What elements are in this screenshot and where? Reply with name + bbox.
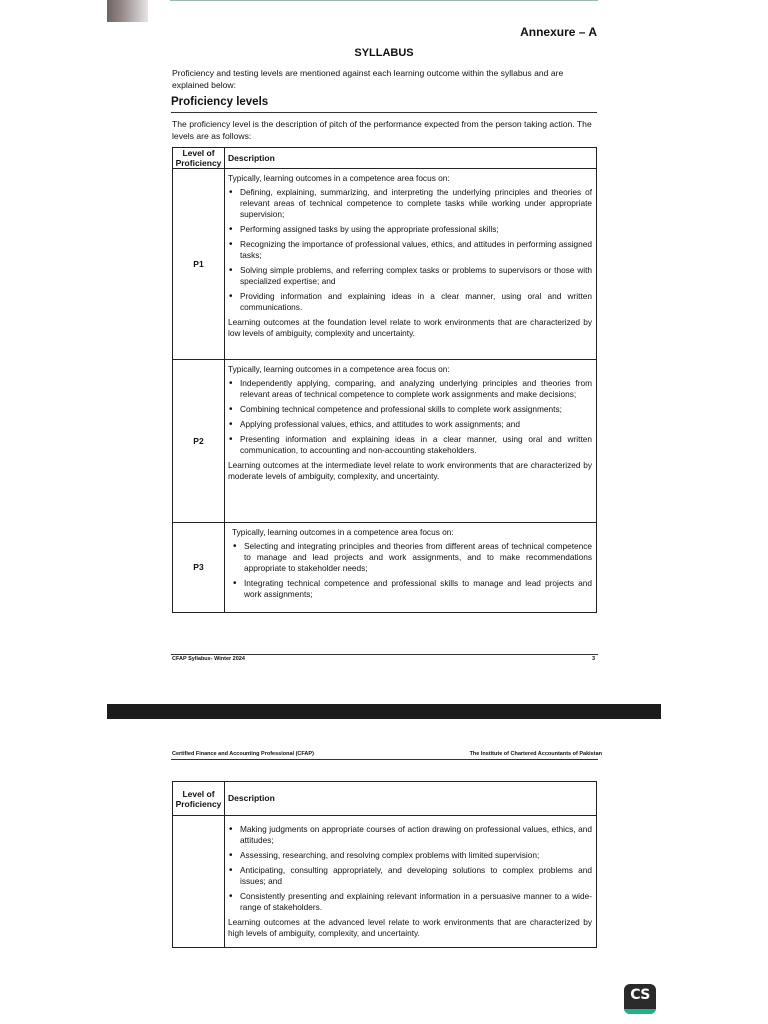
page-separator	[107, 704, 661, 719]
description-cell	[225, 169, 597, 360]
closing-text: Learning outcomes at the intermediate level relate to work environments that are characterized by moderate levels of ambiguity, complexity, and uncertainty.	[228, 460, 592, 481]
level-cell: P3	[173, 523, 225, 613]
header-level: Level of Proficiency	[173, 782, 225, 816]
page-number: 3	[592, 656, 596, 662]
list-item: • Applying professional values, ethics, and attitudes to work assignments; and	[228, 419, 592, 430]
running-header-left: Certified Finance and Accounting Professional (CFAP)	[172, 751, 314, 757]
bullet-list	[228, 378, 592, 456]
list-item: • Selecting and integrating principles and theories from different areas of technical competence to manage and lead projects and work assignments, and to make recommendations appropriate to stakeholder needs;	[232, 541, 592, 574]
list-item: • Defining, explaining, summarizing, and interpreting the underlying principles and theories of relevant areas of technical competence to complete tasks while working under appropriate supervision;	[228, 187, 592, 220]
proficiency-table	[172, 147, 597, 613]
list-item: • Recognizing the importance of professional values, ethics, and attitudes in performing assigned tasks;	[228, 239, 592, 261]
list-item: • Providing information and explaining ideas in a clear manner, using oral and written communications.	[228, 291, 592, 313]
list-item: • Performing assigned tasks by using the appropriate professional skills;	[228, 224, 592, 235]
table-header-row	[173, 148, 597, 169]
section-heading: Proficiency levels	[171, 96, 269, 108]
bullet-list	[228, 824, 592, 913]
closing-text: Learning outcomes at the foundation level relate to work environments that are characterized by low levels of ambiguity, complexity and uncertainty.	[228, 317, 592, 338]
description-cell	[225, 816, 597, 948]
intro-paragraph: Proficiency and testing levels are mentioned against each learning outcome within the syllabus and are explained below:	[172, 68, 564, 90]
level-cell: P1	[173, 169, 225, 360]
list-item: • Making judgments on appropriate courses of action drawing on professional values, ethics, and attitudes;	[228, 824, 592, 846]
running-header-right: The Institute of Chartered Accountants of Pakistan	[469, 751, 602, 757]
table-header-row	[173, 782, 597, 816]
list-item: • Combining technical competence and professional skills to complete work assignments;	[228, 404, 592, 415]
level-cell	[173, 816, 225, 948]
header-level: Level of Proficiency	[173, 148, 225, 169]
section-rule	[171, 112, 597, 113]
header-description: Description	[225, 148, 597, 169]
section-paragraph: The proficiency level is the description of pitch of the performance expected from the person taking action. The levels are as follows:	[172, 119, 592, 141]
lead-text: Typically, learning outcomes in a competence area focus on:	[232, 527, 454, 537]
description-cell	[225, 360, 597, 523]
header-description: Description	[225, 782, 597, 816]
page-title: SYLLABUS	[354, 47, 414, 59]
footer-label: CFAP Syllabus- Winter 2024	[172, 656, 245, 662]
list-item: • Integrating technical competence and professional skills to manage and lead projects and work assignments;	[232, 578, 592, 600]
list-item: • Independently applying, comparing, and analyzing underlying principles and theories from relevant areas of technical competence to complete work assignments and make decisions;	[228, 378, 592, 400]
description-cell	[225, 523, 597, 613]
camscanner-logo	[624, 984, 656, 1014]
lead-text: Typically, learning outcomes in a competence area focus on:	[228, 364, 450, 374]
logo-accent-bar	[624, 1009, 656, 1014]
scan-corner-artifact	[107, 0, 148, 22]
list-item: • Assessing, researching, and resolving complex problems with limited supervision;	[228, 850, 592, 861]
header-rule	[171, 759, 598, 760]
table-row	[173, 523, 597, 613]
closing-text: Learning outcomes at the advanced level relate to work environments that are characterized by high levels of ambiguity, complexity, and uncertainty.	[228, 917, 592, 938]
lead-text: Typically, learning outcomes in a competence area focus on:	[228, 173, 450, 183]
table-row	[173, 169, 597, 360]
list-item: • Presenting information and explaining ideas in a clear manner, using oral and written communication, to accounting and non-accounting stakeholders.	[228, 434, 592, 456]
table-row	[173, 816, 597, 948]
table-row	[173, 360, 597, 523]
top-rule	[170, 0, 598, 1]
logo-text: CS	[630, 987, 650, 1003]
bullet-list	[228, 187, 592, 313]
list-item: • Consistently presenting and explaining relevant information in a persuasive manner to a wide-range of stakeholders.	[228, 891, 592, 913]
bullet-list	[232, 541, 592, 600]
list-item: • Solving simple problems, and referring complex tasks or problems to supervisors or those with specialized expertise; and	[228, 265, 592, 287]
list-item: • Anticipating, consulting appropriately, and developing solutions to complex problems and issues; and	[228, 865, 592, 887]
proficiency-table-continued	[172, 781, 597, 948]
level-cell: P2	[173, 360, 225, 523]
footer-rule	[171, 654, 598, 655]
annexure-label: Annexure – A	[520, 25, 597, 39]
